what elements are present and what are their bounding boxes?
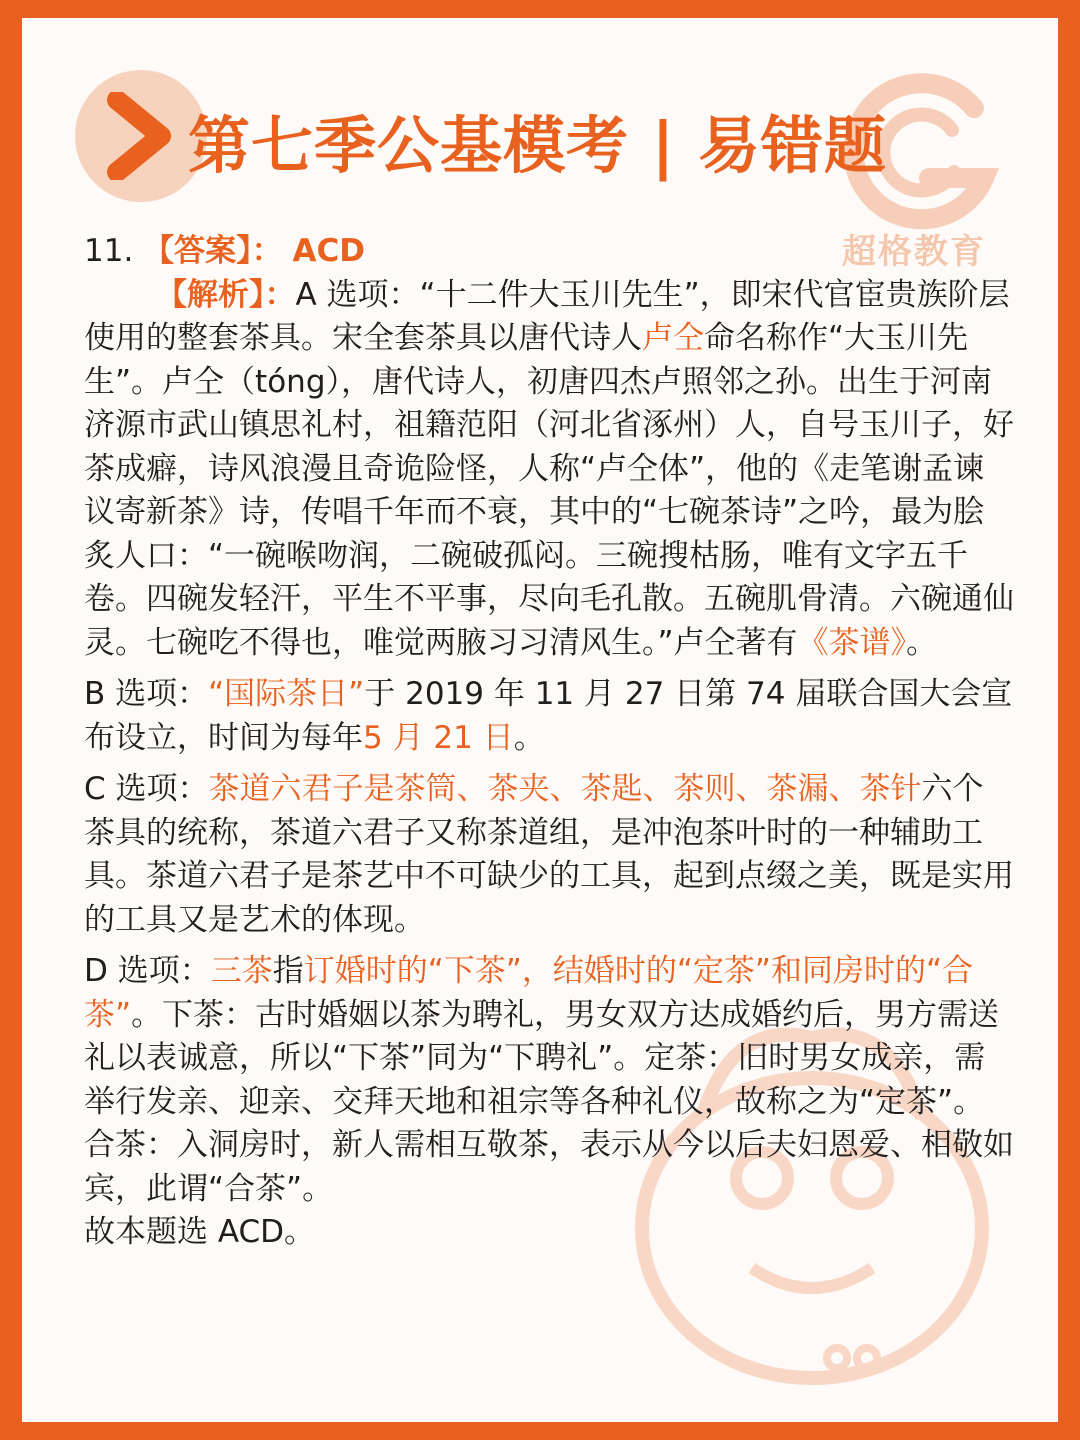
option-c-text-1: C 选项： [84, 771, 209, 807]
option-c-paragraph [84, 768, 1014, 942]
option-b-text-1: B 选项： [84, 676, 209, 712]
question-explanation [84, 230, 1014, 1255]
answer-value: ACD [292, 233, 366, 269]
option-a-text-2: 命名称作“大玉川先生”。卢仝（tóng），唐代诗人，初唐四杰卢照邻之孙。出生于河南济源市武山镇思礼村，祖籍范阳（河北省涿州）人，自号玉川子，好茶成癖，诗风浪漫且奇诡险怪，人称“卢仝体”，他的《走笔谢孟谏议寄新茶》诗，传唱千年而不衰，其中的“七碗茶诗”之吟，最为脍炙人口：“一碗喉吻润，二碗破孤闷。三碗搜枯肠，唯有文字五千卷。四碗发轻汗，平生不平事，尽向毛孔散。五碗肌骨清。六碗通仙灵。七碗吃不得也，唯觉两腋习习清风生。”卢仝著有 [84, 320, 1014, 661]
chevron-right-icon [103, 92, 179, 180]
option-d-text-2: 指 [272, 953, 304, 989]
option-d-text-1: D 选项： [84, 953, 211, 989]
option-b-text-2: 于 2019 年 11 月 27 日第 74 届联合国大会宣布设立，时间为每年 [84, 676, 1013, 756]
option-d-paragraph [84, 950, 1014, 1211]
option-a-paragraph [84, 274, 1014, 666]
option-d-highlight-1: 三茶 [210, 953, 273, 989]
option-d-text-3: 。下茶：古时婚姻以茶为聘礼，男女双方达成婚约后，男方需送礼以表诚意，所以“下茶”同为“下聘礼”。定茶：旧时男女成亲，需举行发亲、迎亲、交拜天地和祖宗等各种礼仪，故称之为“定茶”。合茶：入洞房时，新人需相互敬茶，表示从今以后夫妇恩爱、相敬如宾，此谓“合茶”。 [84, 996, 1014, 1207]
option-a-text-3: 。 [906, 624, 938, 661]
option-b-text-3: 。 [513, 719, 545, 756]
option-b-highlight-1: “国际茶日” [208, 676, 365, 712]
question-number: 11. [84, 233, 134, 269]
option-c-text-2: 六个茶具的统称，茶道六君子又称茶道组，是冲泡茶叶时的一种辅助工具。茶道六君子是茶艺中不可缺少的工具，起到点缀之美，既是实用的工具又是艺术的体现。 [84, 771, 1014, 938]
conclusion-line: 故本题选 ACD。 [84, 1214, 316, 1250]
option-a-highlight-2: 《茶谱》 [797, 624, 907, 661]
option-b-highlight-2: 5 月 21 日 [363, 719, 514, 756]
page-card [22, 18, 1058, 1422]
option-a-highlight-1: 卢仝 [642, 320, 704, 356]
brand-logo-icon [834, 68, 1014, 238]
option-c-highlight-1: 茶道六君子是茶筒、茶夹、茶匙、茶则、茶漏、茶针 [208, 771, 922, 807]
option-b-paragraph [84, 673, 1014, 760]
answer-line [84, 230, 1014, 274]
option-a-text-1: A 选项：“十二件大玉川先生”，即宋代官宦贵族阶层使用的整套茶具。宋全套茶具以唐代诗人 [84, 276, 1010, 356]
option-d-highlight-2: 订婚时的“下茶”，结婚时的“定茶”和同房时的“合茶” [84, 953, 974, 1033]
analysis-label: 【解析】： [156, 276, 296, 313]
page-title: 第七季公基模考 | 易错题 [188, 109, 887, 182]
brand-watermark-text: 超格教育 [842, 232, 986, 272]
answer-label: 【答案】： [143, 233, 283, 269]
